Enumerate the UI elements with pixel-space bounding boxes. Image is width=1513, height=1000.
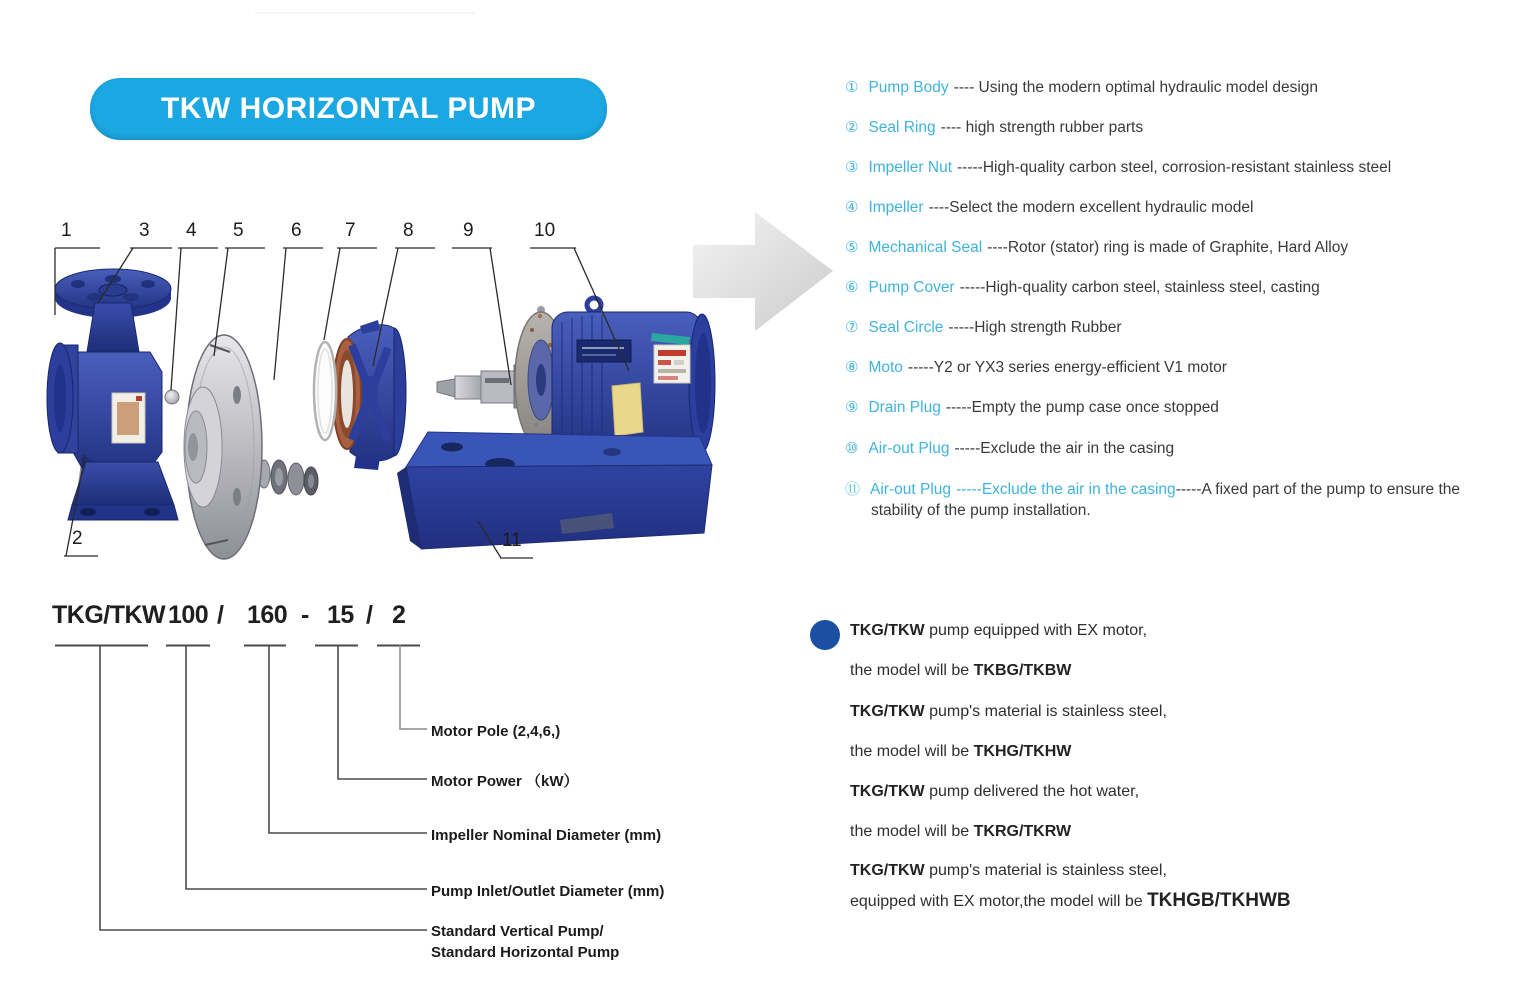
parts-list-item-5: ⑤ Mechanical Seal ----Rotor (stator) ring is made of Graphite, Hard Alloy <box>845 239 1349 256</box>
part-name: Air-out Plug <box>868 440 950 457</box>
page-title: TKW HORIZONTAL PUMP <box>160 92 537 125</box>
part-name: Moto <box>868 359 903 376</box>
callout-9: 9 <box>463 220 474 241</box>
part-description: Empty the pump case once stopped <box>971 399 1219 416</box>
model-segment-series: TKG/TKW <box>52 601 166 629</box>
part-description: Exclude the air in the casing <box>980 440 1175 457</box>
title-banner <box>90 78 607 140</box>
part-description: Y2 or YX3 series energy-efficient V1 motor <box>933 359 1227 376</box>
parts-list-item-6: ⑥ Pump Cover -----High-quality carbon steel, stainless steel, casting <box>845 279 1320 296</box>
callout-4: 4 <box>186 220 197 241</box>
model-segment-power: 15 <box>327 601 354 629</box>
note-line-1: TKG/TKW pump equipped with EX motor, <box>850 622 1148 639</box>
parts-list-item-4: ④ Impeller ----Select the modern excellent hydraulic model <box>845 199 1254 216</box>
parts-list-item-2: ② Seal Ring ---- high strength rubber parts <box>845 119 1144 136</box>
label-standard-pump: Standard Vertical Pump/ Standard Horizontal Pump <box>431 923 620 961</box>
part-description: High-quality carbon steel, stainless steel, casting <box>985 279 1320 296</box>
part-name: Seal Circle <box>868 319 944 336</box>
callout-7: 7 <box>345 220 356 241</box>
item-number-badge: ③ <box>845 159 859 176</box>
base-illustration <box>397 432 712 549</box>
callout-10: 10 <box>534 220 556 241</box>
part-name: Drain Plug <box>868 399 941 416</box>
item-number-badge: ⑩ <box>845 440 859 457</box>
part-name: Impeller <box>868 199 924 216</box>
note-line-3: TKG/TKW pump's material is stainless steel, <box>850 703 1167 720</box>
callout-6: 6 <box>291 220 302 241</box>
parts-list-item-10: ⑩ Air-out Plug -----Exclude the air in the casing <box>845 440 1175 457</box>
callout-3: 3 <box>139 220 150 241</box>
model-code-lines <box>55 646 427 931</box>
label-motor-pole: Motor Pole (2,4,6,) <box>431 723 561 740</box>
right-arrow-icon <box>693 212 833 331</box>
note-line-2: the model will be TKBG/TKBW <box>850 662 1072 679</box>
pump-cover-illustration <box>333 320 406 470</box>
parts-list-item-8: ⑧ Moto -----Y2 or YX3 series energy-efficient V1 motor <box>845 359 1227 376</box>
item-number-badge: ⑦ <box>845 319 859 336</box>
parts-list-item-1: ① Pump Body ---- Using the modern optimal hydraulic model design <box>845 79 1319 96</box>
item-number-badge: ⑥ <box>845 279 859 296</box>
part-description: high strength rubber parts <box>965 119 1144 136</box>
part-description: Select the modern excellent hydraulic model <box>949 199 1254 216</box>
item-number-badge: ④ <box>845 199 859 216</box>
parts-list-item-9: ⑨ Drain Plug -----Empty the pump case once stopped <box>845 399 1219 416</box>
part-name: Air-out Plug <box>870 481 951 498</box>
callout-11: 11 <box>502 530 522 551</box>
callout-8: 8 <box>403 220 414 241</box>
seal-circle-illustration <box>314 342 336 440</box>
item-number-badge: ⑤ <box>845 239 859 256</box>
model-segment-slash2: / <box>366 601 373 629</box>
label-motor-power: Motor Power （kW） <box>431 773 579 790</box>
item-number-badge: ⑪ <box>845 481 861 498</box>
callout-1: 1 <box>61 220 72 241</box>
parts-list-item-7: ⑦ Seal Circle -----High strength Rubber <box>845 319 1122 336</box>
model-segment-inlet: 100 <box>168 601 209 629</box>
part-description-highlight: Exclude the air in the casing <box>981 481 1176 498</box>
note-line-4: the model will be TKHG/TKHW <box>850 743 1072 760</box>
impeller-nut-illustration <box>165 390 179 404</box>
callout-5: 5 <box>233 220 244 241</box>
item-number-badge: ① <box>845 79 859 96</box>
item-number-badge: ⑧ <box>845 359 859 376</box>
note-line-5: TKG/TKW pump delivered the hot water, <box>850 783 1140 800</box>
part-name: Pump Body <box>868 79 949 96</box>
part-name: Pump Cover <box>868 279 955 296</box>
label-impeller-diameter: Impeller Nominal Diameter (mm) <box>431 827 662 844</box>
model-segment-pole: 2 <box>392 601 406 629</box>
part-description: High strength Rubber <box>974 319 1122 336</box>
parts-list-item-11: ⑪ Air-out Plug -----Exclude the air in the casing-----A fixed part of the pump to ensure the stability of the pump installation. <box>845 481 1460 519</box>
callout-2: 2 <box>72 528 83 549</box>
model-segment-slash1: / <box>217 601 224 629</box>
note-line-7: TKG/TKW pump's material is stainless steel, <box>850 862 1167 879</box>
part-name: Mechanical Seal <box>868 239 983 256</box>
part-description: High-quality carbon steel, corrosion-resistant stainless steel <box>982 159 1392 176</box>
label-inlet-outlet: Pump Inlet/Outlet Diameter (mm) <box>431 883 665 900</box>
model-segment-impeller: 160 <box>247 601 288 629</box>
part-description: Using the modern optimal hydraulic model design <box>978 79 1319 96</box>
model-segment-hyphen: - <box>301 601 309 629</box>
note-line-8: equipped with EX motor,the model will be TKHGB/TKHWB <box>850 890 1291 911</box>
bullet-icon <box>810 620 840 650</box>
parts-list-item-3: ③ Impeller Nut -----High-quality carbon steel, corrosion-resistant stainless steel <box>845 159 1392 176</box>
part-name: Impeller Nut <box>868 159 953 176</box>
pump-body-illustration <box>47 269 178 520</box>
item-number-badge: ② <box>845 119 859 136</box>
item-number-badge: ⑨ <box>845 399 859 416</box>
part-name: Seal Ring <box>868 119 936 136</box>
impeller-illustration <box>184 335 262 559</box>
note-line-6: the model will be TKRG/TKRW <box>850 823 1072 840</box>
part-description: -----A fixed part of the pump to ensure the stability of the pump installation. <box>871 481 1460 519</box>
part-description: Rotor (stator) ring is made of Graphite, Hard Alloy <box>1007 239 1349 256</box>
